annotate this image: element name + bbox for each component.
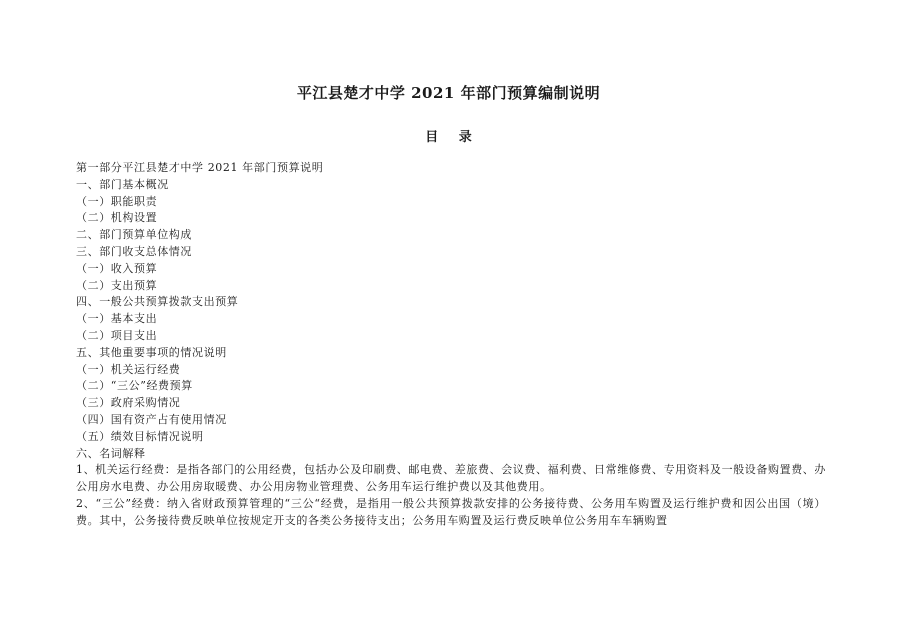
definition-paragraph: 2、“三公”经费：纳入省财政预算管理的“三公“经费，是指用一般公共预算拨款安排的公务接待费、公务用车购置及运行维护费和因公出国（境）费。其中，公务接待费反映单位按规定开支的各类公务接待支出；公务用车购置及运行费反映单位公务用车车辆购置 bbox=[76, 496, 826, 527]
toc-heading: 目 录 bbox=[425, 130, 472, 145]
toc-item: （二）项目支出 bbox=[76, 328, 158, 342]
toc-item: 六、名词解释 bbox=[76, 446, 146, 460]
toc-item: （五）绩效目标情况说明 bbox=[76, 429, 204, 443]
toc-item: （二）支出预算 bbox=[76, 278, 158, 292]
document-title: 平江县楚才中学 2021 年部门预算编制说明 bbox=[296, 84, 601, 102]
toc-item: （一）收入预算 bbox=[76, 261, 158, 275]
definition-paragraph: 1、机关运行经费：是指各部门的公用经费，包括办公及印刷费、邮电费、差旅费、会议费、福利费、日常维修费、专用资料及一般设备购置费、办公用房水电费、办公用房取暖费、办公用房物业管理费、公务用车运行维护费以及其他费用。 bbox=[76, 463, 826, 494]
toc-item: 三、部门收支总体情况 bbox=[76, 244, 192, 258]
toc-item: （四）国有资产占有使用情况 bbox=[76, 412, 227, 426]
toc-item: （一）基本支出 bbox=[76, 312, 158, 326]
toc-item: （一）机关运行经费 bbox=[76, 362, 181, 376]
toc-item: 二、部门预算单位构成 bbox=[76, 228, 192, 242]
toc-item: （二）机构设置 bbox=[76, 211, 158, 225]
toc-item: （二）“三公”经费预算 bbox=[76, 379, 193, 393]
toc-item: 第一部分平江县楚才中学 2021 年部门预算说明 bbox=[76, 161, 324, 174]
table-of-contents bbox=[76, 160, 826, 530]
toc-item: （一）职能职责 bbox=[76, 194, 158, 208]
toc-item: 四、一般公共预算拨款支出预算 bbox=[76, 295, 239, 309]
toc-item: 五、其他重要事项的情况说明 bbox=[76, 345, 227, 359]
toc-item: （三）政府采购情况 bbox=[76, 396, 181, 410]
toc-item: 一、部门基本概况 bbox=[76, 177, 169, 191]
